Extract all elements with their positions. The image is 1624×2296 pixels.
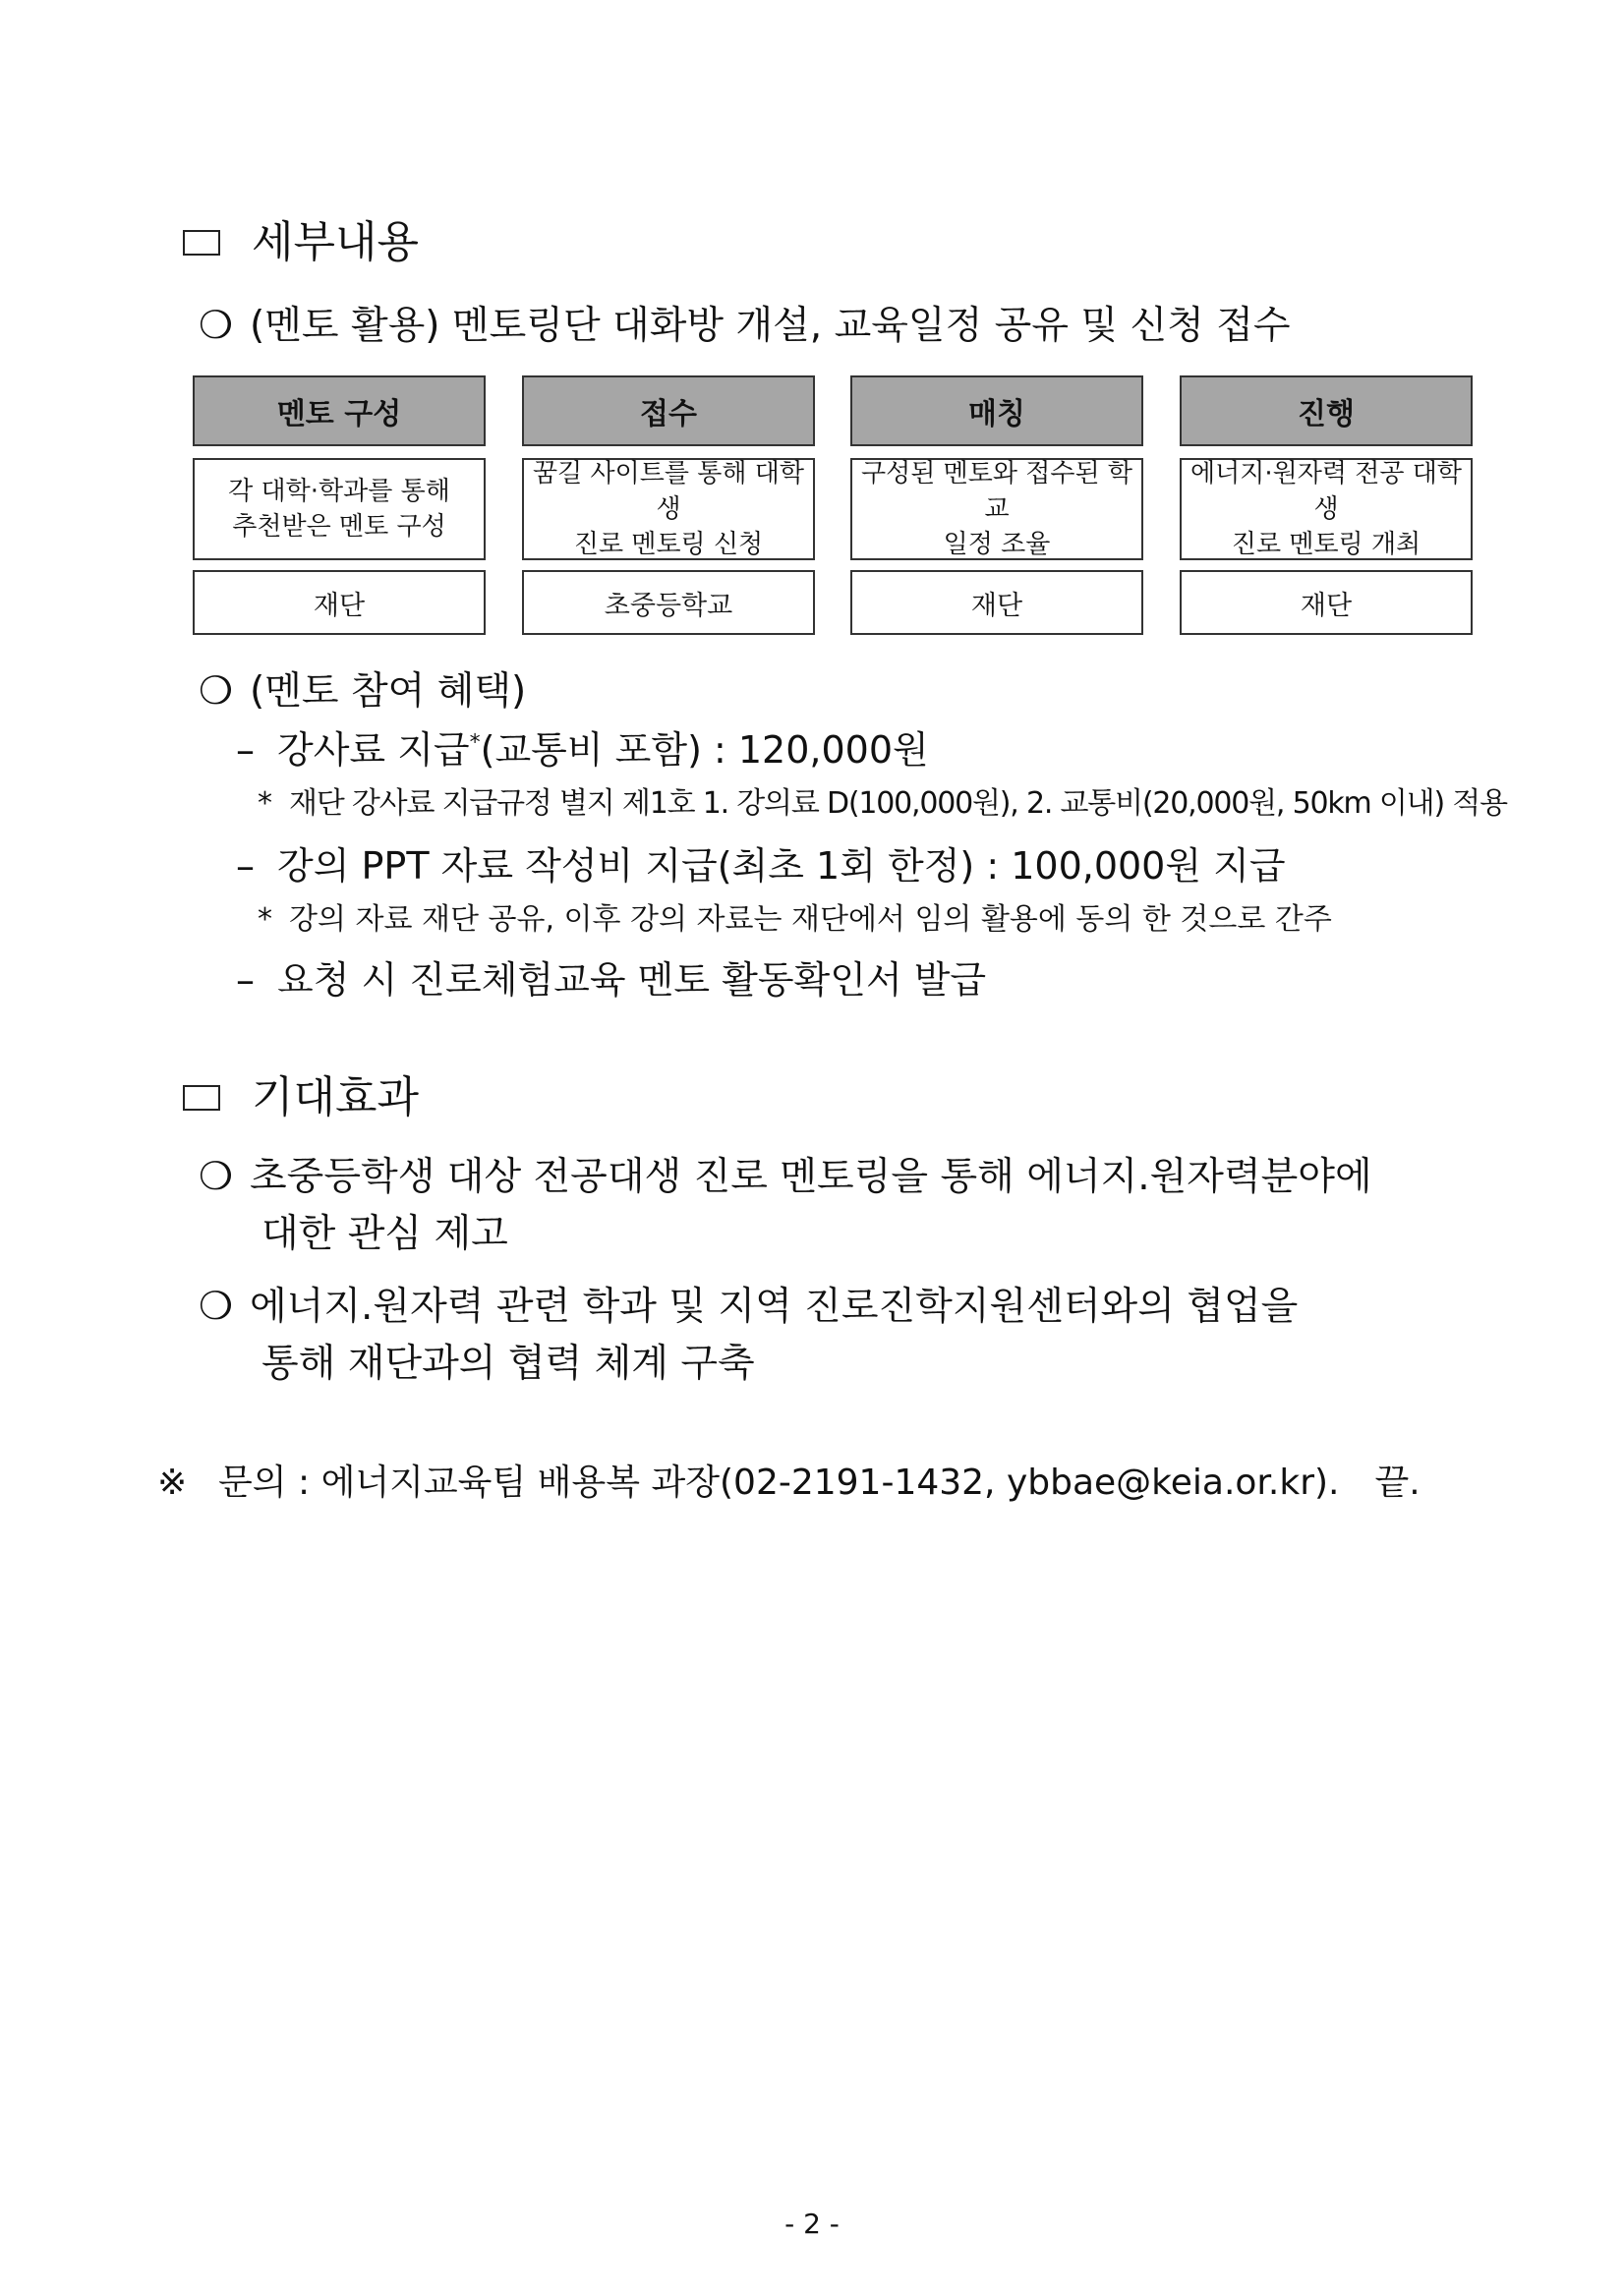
- effect-item-1: ❍ 초중등학생 대상 전공대생 진로 멘토링을 통해 에너지.원자력분야에: [199, 1155, 1372, 1199]
- effect-item-2-continued: 통해 재단과의 협력 체계 구축: [261, 1342, 755, 1386]
- circle-bullet-icon: ❍: [199, 1285, 233, 1329]
- flow-organization: 재단: [850, 570, 1143, 635]
- flow-description: 에너지·원자력 전공 대학생 진로 멘토링 개최: [1180, 458, 1473, 560]
- asterisk-icon: *: [258, 786, 271, 821]
- circle-bullet-icon: ❍: [199, 669, 233, 714]
- effect-item-1-continued: 대한 관심 제고: [261, 1212, 508, 1256]
- dash-bullet-icon: –: [236, 728, 255, 772]
- benefit-ppt-fee: – 강의 PPT 자료 작성비 지급(최초 1회 한정) : 100,000원 지급: [236, 844, 1286, 888]
- square-bullet-icon: [183, 230, 220, 256]
- section-title-details: 세부내용: [183, 206, 419, 269]
- benefit-lecture-fee: – 강사료 지급*(교통비 포함) : 120,000원: [236, 728, 929, 772]
- flow-description: 꿈길 사이트를 통해 대학생 진로 멘토링 신청: [522, 458, 815, 560]
- flow-organization: 재단: [193, 570, 486, 635]
- asterisk-icon: *: [258, 902, 272, 937]
- flow-description: 구성된 멘토와 접수된 학교 일정 조율: [850, 458, 1143, 560]
- section-title-effects: 기대효과: [183, 1062, 419, 1124]
- page-number: - 2 -: [784, 2208, 840, 2240]
- dash-bullet-icon: –: [236, 844, 255, 888]
- benefit-lecture-fee-note: * 재단 강사료 지급규정 별지 제1호 1. 강의료 D(100,000원), 2. 교통비(20,000원, 50km 이내) 적용: [258, 786, 1507, 821]
- contact-info: ※ 문의 : 에너지교육팀 배용복 과장(02-2191-1432, ybbae@keia.or.kr). 끝.: [157, 1463, 1421, 1503]
- benefit-certificate: – 요청 시 진로체험교육 멘토 활동확인서 발급: [236, 958, 987, 1002]
- flow-header: 진행: [1180, 375, 1473, 446]
- flow-organization: 초중등학교: [522, 570, 815, 635]
- flow-header: 매칭: [850, 375, 1143, 446]
- end-mark: 끝.: [1374, 1463, 1421, 1503]
- dash-bullet-icon: –: [236, 958, 255, 1002]
- flow-organization: 재단: [1180, 570, 1473, 635]
- effect-item-2: ❍ 에너지.원자력 관련 학과 및 지역 진로진학지원센터와의 협업을: [199, 1285, 1299, 1329]
- flow-header: 접수: [522, 375, 815, 446]
- circle-bullet-icon: ❍: [199, 304, 233, 348]
- square-bullet-icon: [183, 1085, 220, 1111]
- flow-description: 각 대학·학과를 통해 추천받은 멘토 구성: [193, 458, 486, 560]
- flow-header: 멘토 구성: [193, 375, 486, 446]
- benefit-ppt-fee-note: * 강의 자료 재단 공유, 이후 강의 자료는 재단에서 임의 활용에 동의 한 것으로 간주: [258, 902, 1332, 937]
- details-item-2: ❍ (멘토 참여 혜택): [199, 669, 527, 714]
- circle-bullet-icon: ❍: [199, 1155, 233, 1199]
- details-item-1: ❍ (멘토 활용) 멘토링단 대화방 개설, 교육일정 공유 및 신청 접수: [199, 304, 1291, 348]
- reference-mark-icon: ※: [157, 1463, 188, 1503]
